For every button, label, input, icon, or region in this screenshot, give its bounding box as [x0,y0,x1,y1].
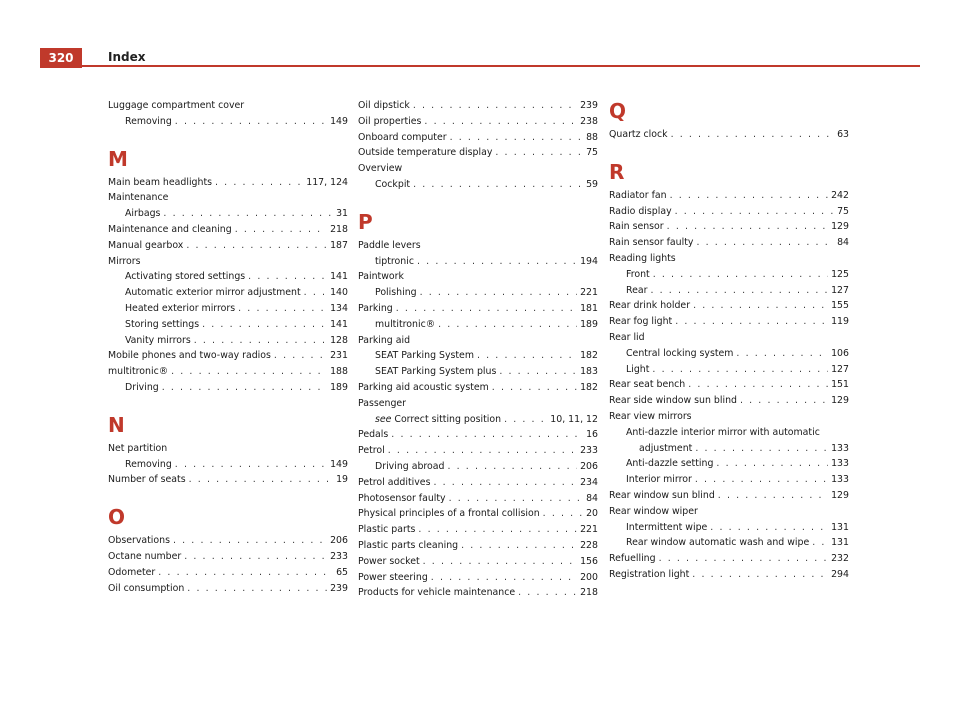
index-entry [358,177,598,193]
dot-leader [194,333,327,349]
index-term: multitronic® [108,366,169,378]
index-term: Petrol [358,445,385,457]
index-entry [358,145,598,161]
index-entry [609,188,849,204]
index-entry [108,269,348,285]
index-entry [108,285,348,301]
index-term [375,412,501,428]
dot-leader [477,348,577,364]
index-entry [108,301,348,317]
page-reference: 129 [831,221,849,233]
index-entry [108,472,348,488]
index-entry [358,491,598,507]
index-entry [108,364,348,380]
index-term: Rear window automatic wash and wipe [626,537,810,549]
index-term: Rear side window sun blind [609,395,737,407]
index-term: Front [626,268,650,280]
index-heading: Anti-dazzle interior mirror with automatic [626,426,820,438]
page-reference: 206 [580,460,598,472]
page-number: 320 [40,48,82,68]
index-entry [358,459,598,475]
dot-leader [418,522,577,538]
index-term: Radiator fan [609,189,667,201]
dot-leader [215,175,303,191]
page-reference: 134 [330,302,348,314]
index-entry [609,219,849,235]
page-reference: 218 [580,587,598,599]
page-reference: 233 [580,445,598,457]
page-reference: 119 [831,316,849,328]
index-term: Intermittent wipe [626,521,708,533]
index-entry [609,235,849,251]
index-entry [358,443,598,459]
index-entry [358,114,598,130]
dot-leader [740,393,828,409]
page-reference: 238 [580,115,598,127]
dot-leader [175,114,327,130]
page-reference: 294 [831,568,849,580]
dot-leader [433,475,577,491]
section-letter: N [108,412,125,437]
index-term: Physical principles of a frontal collision [358,508,540,520]
index-entry [609,298,849,314]
index-entry [609,267,849,283]
page-reference: 187 [330,239,348,251]
index-entry [609,472,849,488]
dot-leader [710,520,828,536]
dot-leader [653,267,828,283]
index-term: Rear drink holder [609,300,691,312]
index-entry [609,535,849,551]
index-heading: Rear lid [609,331,645,343]
page-reference: 221 [580,524,598,536]
page-reference: 129 [831,395,849,407]
dot-leader [189,472,333,488]
page-reference: 133 [831,474,849,486]
dot-leader [696,235,834,251]
page-reference: 232 [831,553,849,565]
index-entry [609,520,849,536]
dot-leader [163,206,333,222]
index-entry [108,317,348,333]
index-heading: Parking aid [358,334,411,346]
index-entry [108,114,348,130]
page-reference: 117, 124 [306,176,348,188]
page-reference: 129 [831,489,849,501]
index-entry [108,549,348,565]
page-reference: 218 [330,223,348,235]
page-reference: 141 [330,318,348,330]
page-reference: 151 [831,379,849,391]
index-term: Pedals [358,429,389,441]
page-reference: 149 [330,115,348,127]
page-reference: 88 [586,131,598,143]
dot-leader [495,145,583,161]
index-term: Removing [125,115,172,127]
index-term: Octane number [108,550,182,562]
page-reference: 239 [330,582,348,594]
dot-leader [396,301,577,317]
index-entry [358,130,598,146]
index-entry [609,393,849,409]
dot-leader [391,427,583,443]
dot-leader [423,554,577,570]
index-entry [609,283,849,299]
page-reference: 182 [580,381,598,393]
page-reference: 131 [831,521,849,533]
index-entry [358,364,598,380]
index-term: adjustment [639,442,693,454]
index-entry [358,317,598,333]
dot-leader [716,456,828,472]
dot-leader [202,317,327,333]
index-term: Polishing [375,287,417,299]
index-entry [358,348,598,364]
index-entry [609,551,849,567]
page-reference: 233 [330,550,348,562]
page-reference: 65 [336,566,348,578]
page-reference: 155 [831,300,849,312]
index-heading: Luggage compartment cover [108,100,245,111]
index-term: Parking [358,302,393,314]
page-reference: 228 [580,539,598,551]
dot-leader [450,130,583,146]
index-entry [358,427,598,443]
page-reference: 183 [580,366,598,378]
index-term: Plastic parts cleaning [358,539,459,551]
index-entry [609,456,849,472]
dot-leader [736,346,828,362]
index-entry [609,488,849,504]
dot-leader [274,348,327,364]
dot-leader [675,204,834,220]
index-entry [358,98,598,114]
page-reference: 188 [330,366,348,378]
page-reference: 149 [330,458,348,470]
page-title: Index [108,50,146,64]
dot-leader [671,127,834,143]
index-term: Oil dipstick [358,100,410,111]
index-term: Driving abroad [375,460,445,472]
page-reference: 189 [330,381,348,393]
dot-leader [173,533,327,549]
index-heading: Reading lights [609,252,676,264]
dot-leader [659,551,829,567]
page-reference: 106 [831,347,849,359]
page-reference: 131 [831,537,849,549]
index-term: Petrol additives [358,476,431,488]
dot-leader [238,301,327,317]
page-reference: 127 [831,284,849,296]
dot-leader [417,254,577,270]
index-term: Power socket [358,555,420,567]
dot-leader [670,188,829,204]
index-entry [108,333,348,349]
index-heading: Mirrors [108,255,141,267]
dot-leader [171,364,327,380]
index-heading: Net partition [108,442,168,454]
index-term: Main beam headlights [108,176,213,188]
dot-leader [424,114,577,130]
index-entry [609,441,849,457]
index-term: Light [626,363,650,375]
index-entry [108,238,348,254]
dot-leader [695,472,828,488]
index-entry [358,538,598,554]
dot-leader [675,314,828,330]
index-term: Activating stored settings [125,271,246,283]
page-reference: 31 [336,208,348,220]
page-reference: 156 [580,555,598,567]
page-reference: 189 [580,318,598,330]
index-entry [358,301,598,317]
index-term: Airbags [125,208,161,220]
index-term: Radio display [609,205,672,217]
index-entry [358,585,598,601]
section-letter: Q [609,99,627,123]
index-heading: Rear window wiper [609,505,698,517]
section-letter: P [358,209,373,234]
dot-leader [438,317,577,333]
index-term: Rear [626,284,648,296]
see-reference: see [375,413,392,425]
page-reference: 75 [837,205,849,217]
page-reference: 59 [586,178,598,190]
index-entry [358,475,598,491]
index-term: Vanity mirrors [125,334,191,346]
index-term: Driving [125,381,159,393]
index-entry [358,254,598,270]
index-term: Quartz clock [609,129,668,140]
page-reference: 10, 11, 12 [550,413,598,425]
index-entry [609,127,849,143]
index-term: Cockpit [375,178,411,190]
page-reference: 242 [831,189,849,201]
page-reference: 133 [831,442,849,454]
dot-leader [158,565,333,581]
page-reference: 19 [336,474,348,486]
dot-leader [667,219,828,235]
dot-leader [461,538,577,554]
page-reference: 206 [330,535,348,547]
index-heading: Paddle levers [358,239,421,251]
index-column-3 [609,98,849,583]
index-term: Refuelling [609,553,656,565]
index-entry [108,380,348,396]
dot-leader [248,269,327,285]
page-reference: 182 [580,350,598,362]
index-entry [358,522,598,538]
dot-leader [688,377,828,393]
index-term: Products for vehicle maintenance [358,587,516,599]
index-entry [358,554,598,570]
index-entry [108,565,348,581]
dot-leader [492,380,577,396]
index-entry [108,348,348,364]
index-entry [108,175,348,191]
index-term-text: Correct sitting position [391,413,502,425]
index-term: Power steering [358,571,428,583]
index-entry [609,204,849,220]
index-term: SEAT Parking System plus [375,366,497,378]
page-reference: 133 [831,458,849,470]
section-letter: M [108,146,128,171]
index-entry [358,412,598,428]
index-term: Anti-dazzle setting [626,458,714,470]
dot-leader [692,567,828,583]
index-entry [609,314,849,330]
index-term: Registration light [609,568,690,580]
dot-leader [718,488,828,504]
index-term: Photosensor faulty [358,492,446,504]
index-term: Outside temperature display [358,147,493,159]
index-entry [108,206,348,222]
index-term: multitronic® [375,318,436,330]
index-term: Removing [125,458,172,470]
index-entry [609,362,849,378]
index-term: Interior mirror [626,474,692,486]
dot-leader [812,535,828,551]
index-term: Observations [108,535,170,547]
index-entry [358,285,598,301]
index-entry [358,570,598,586]
page-reference: 20 [586,508,598,520]
dot-leader [413,98,577,114]
index-term: Rear window sun blind [609,489,715,501]
dot-leader [175,457,327,473]
dot-leader [304,285,327,301]
index-entry [609,377,849,393]
index-entry [358,380,598,396]
section-letter: O [108,505,126,530]
index-entry [108,581,348,597]
page-reference: 75 [586,147,598,159]
page-reference: 127 [831,363,849,375]
dot-leader [693,298,828,314]
index-term: Rain sensor [609,221,664,233]
dot-leader [187,581,327,597]
index-term: Central locking system [626,347,734,359]
page-reference: 84 [586,492,598,504]
index-entry [108,533,348,549]
page-reference: 181 [580,302,598,314]
index-term: Heated exterior mirrors [125,302,236,314]
page-reference: 84 [837,237,849,249]
index-term: Maintenance and cleaning [108,223,232,235]
page-reference: 200 [580,571,598,583]
index-heading: Paintwork [358,271,404,283]
dot-leader [162,380,327,396]
index-column-1 [108,98,348,596]
page-reference: 221 [580,287,598,299]
index-term: Storing settings [125,318,200,330]
header-rule [82,65,920,67]
dot-leader [420,285,578,301]
page-reference: 194 [580,255,598,267]
dot-leader [184,549,327,565]
index-column-2 [358,98,598,601]
page-reference: 63 [837,129,849,140]
index-term: Onboard computer [358,131,447,143]
dot-leader [235,222,327,238]
dot-leader [449,491,583,507]
index-heading: Maintenance [108,192,169,204]
index-term: Odometer [108,566,156,578]
index-entry [108,457,348,473]
index-term: SEAT Parking System [375,350,474,362]
dot-leader [499,364,577,380]
index-term: Oil properties [358,115,422,127]
page-reference: 234 [580,476,598,488]
index-term: tiptronic [375,255,414,267]
dot-leader [650,283,828,299]
index-entry [609,346,849,362]
page-reference: 128 [330,334,348,346]
dot-leader [431,570,577,586]
dot-leader [186,238,327,254]
index-term: Oil consumption [108,582,185,594]
dot-leader [518,585,577,601]
index-term: Number of seats [108,474,186,486]
index-term: Mobile phones and two-way radios [108,350,271,362]
page-reference: 141 [330,271,348,283]
index-term: Automatic exterior mirror adjustment [125,287,301,299]
index-heading: Rear view mirrors [609,410,692,422]
dot-leader [695,441,828,457]
index-term: Rain sensor faulty [609,237,694,249]
index-entry [609,567,849,583]
index-term: Manual gearbox [108,239,184,251]
dot-leader [388,443,577,459]
dot-leader [543,506,583,522]
page-reference: 125 [831,268,849,280]
page-header [0,0,960,70]
page-reference: 16 [586,429,598,441]
index-term: Parking aid acoustic system [358,381,489,393]
index-term: Rear fog light [609,316,673,328]
index-entry [358,506,598,522]
section-letter: R [609,159,625,184]
dot-leader [504,412,547,428]
index-entry [108,222,348,238]
page-reference: 231 [330,350,348,362]
dot-leader [447,459,577,475]
page-reference: 140 [330,287,348,299]
page-reference: 239 [580,100,598,111]
index-term: Plastic parts [358,524,416,536]
index-heading: Passenger [358,397,407,409]
index-term: Rear seat bench [609,379,686,391]
index-heading: Overview [358,163,403,175]
dot-leader [652,362,828,378]
dot-leader [413,177,583,193]
